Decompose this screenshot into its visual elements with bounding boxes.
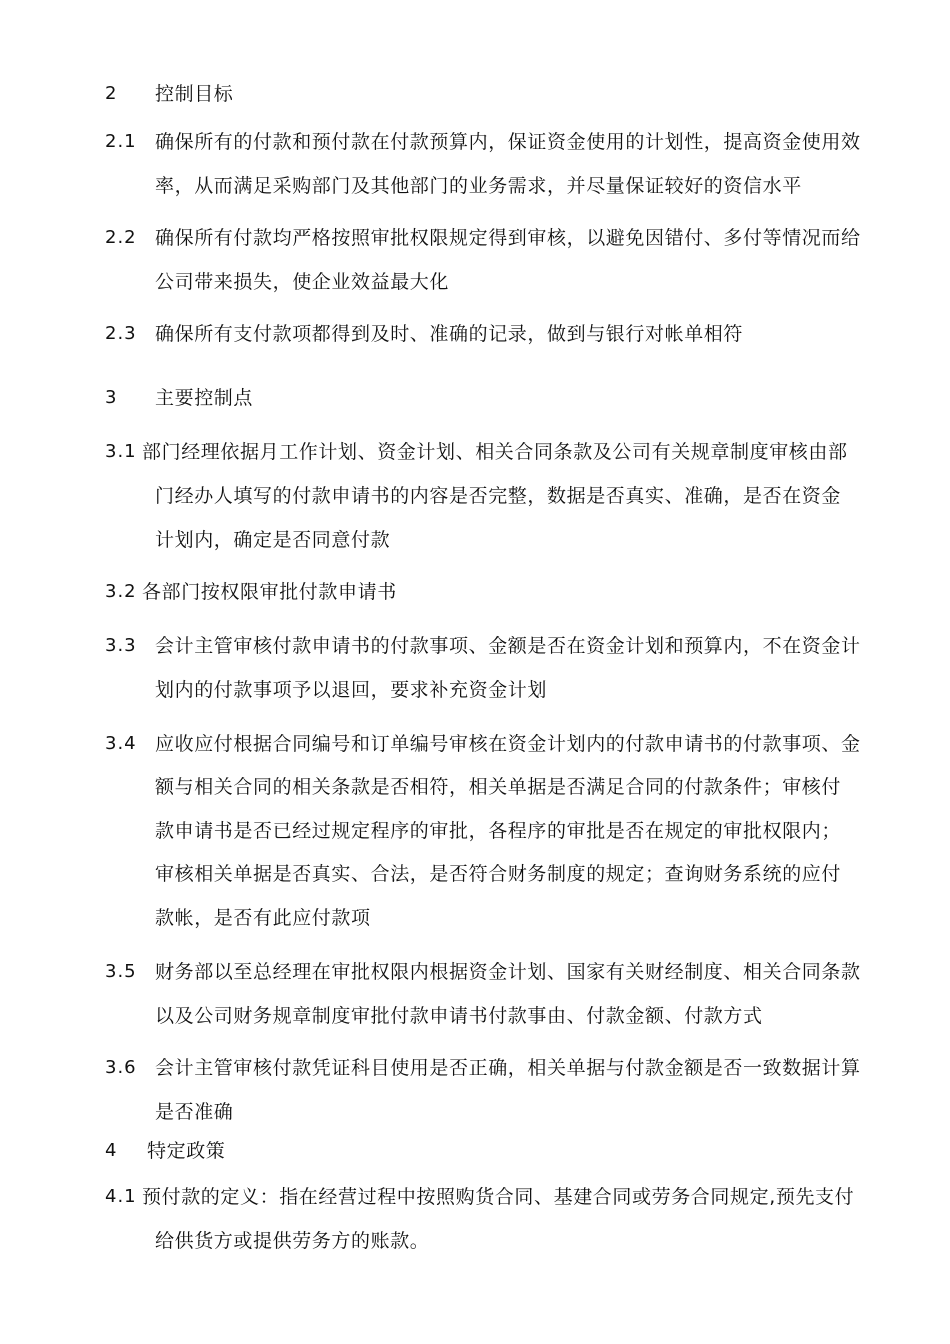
item-text-line: 会计主管审核付款申请书的付款事项、金额是否在资金计划和预算内，不在资金计 [155,635,861,657]
item-number: 3.6 [105,1057,137,1078]
item-text-line: 部门经理依据月工作计划、资金计划、相关合同条款及公司有关规章制度审核由部 [142,441,848,463]
item-number: 3.3 [105,635,137,656]
section-number: 3 [105,387,118,408]
item-text-line: 款申请书是否已经过规定程序的审批，各程序的审批是否在规定的审批权限内； [155,820,842,842]
section-number: 2 [105,83,118,104]
item-text-line: 给供货方或提供劳务方的账款。 [155,1230,430,1252]
item-text-line: 划内的付款事项予以退回，要求补充资金计划 [155,679,548,701]
item-text-line: 门经办人填写的付款申请书的内容是否完整，数据是否真实、准确，是否在资金 [155,485,842,507]
section-number: 4 [105,1140,118,1161]
item-text-line: 率，从而满足采购部门及其他部门的业务需求，并尽量保证较好的资信水平 [155,175,802,197]
item-text-line: 计划内，确定是否同意付款 [155,529,391,551]
item-number: 2.1 [105,131,137,152]
item-number: 3.2 [105,581,137,602]
item-text-line: 确保所有的付款和预付款在付款预算内，保证资金使用的计划性，提高资金使用效 [155,131,861,153]
item-text-line: 公司带来损失，使企业效益最大化 [155,271,450,293]
item-text-line: 款帐，是否有此应付款项 [155,907,371,929]
section-title: 控制目标 [155,83,234,105]
section-title: 特定政策 [147,1140,226,1162]
item-number: 2.3 [105,323,137,344]
item-text-line: 确保所有支付款项都得到及时、准确的记录，做到与银行对帐单相符 [155,323,744,345]
item-text-line: 预付款的定义：指在经营过程中按照购货合同、基建合同或劳务合同规定,预先支付 [142,1186,855,1208]
item-number: 3.5 [105,961,137,982]
item-text-line: 审核相关单据是否真实、合法，是否符合财务制度的规定；查询财务系统的应付 [155,863,842,885]
item-text-line: 各部门按权限审批付款申请书 [142,581,397,603]
item-text-line: 确保所有付款均严格按照审批权限规定得到审核，以避免因错付、多付等情况而给 [155,227,861,249]
item-number: 3.4 [105,733,137,754]
item-number: 2.2 [105,227,137,248]
item-number: 3.1 [105,441,137,462]
section-title: 主要控制点 [155,387,254,409]
item-number: 4.1 [105,1186,137,1207]
item-text-line: 额与相关合同的相关条款是否相符，相关单据是否满足合同的付款条件；审核付 [155,776,842,798]
item-text-line: 财务部以至总经理在审批权限内根据资金计划、国家有关财经制度、相关合同条款 [155,961,861,983]
item-text-line: 以及公司财务规章制度审批付款申请书付款事由、付款金额、付款方式 [155,1005,763,1027]
item-text-line: 会计主管审核付款凭证科目使用是否正确，相关单据与付款金额是否一致数据计算 [155,1057,861,1079]
item-text-line: 是否准确 [155,1101,234,1123]
item-text-line: 应收应付根据合同编号和订单编号审核在资金计划内的付款申请书的付款事项、金 [155,733,861,755]
